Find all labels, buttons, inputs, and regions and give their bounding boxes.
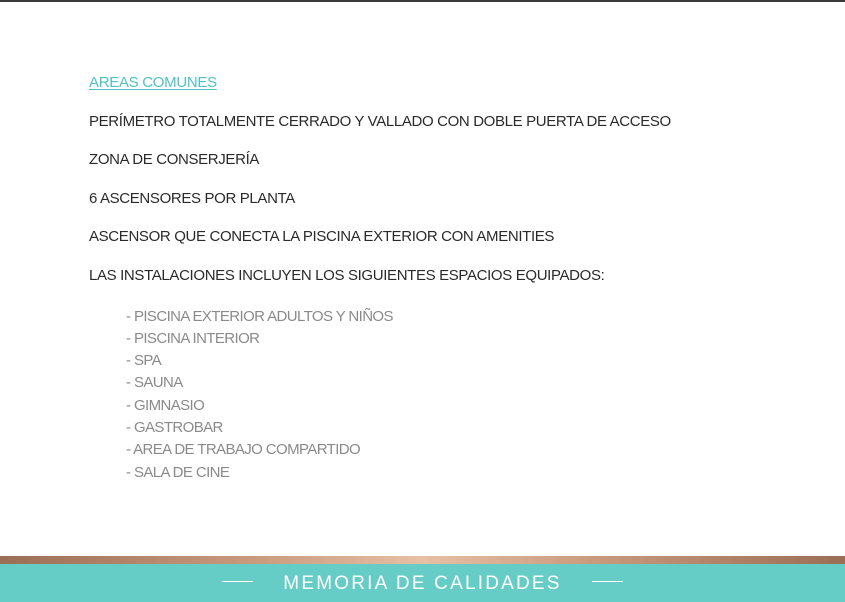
top-divider: [0, 0, 845, 2]
list-item: - SPA: [126, 352, 162, 370]
list-item: - SAUNA: [126, 374, 183, 392]
document-content: [89, 72, 829, 484]
footer-title: MEMORIA DE CALIDADES: [283, 573, 562, 594]
list-item: - GASTROBAR: [126, 418, 223, 436]
feature-concierge: ZONA DE CONSERJERÍA: [89, 151, 260, 168]
amenities-list: [126, 306, 829, 484]
feature-facilities-intro: LAS INSTALACIONES INCLUYEN LOS SIGUIENTES ESPACIOS EQUIPADOS:: [89, 266, 605, 284]
footer-banner: [0, 564, 845, 602]
footer-left-line: [222, 581, 253, 582]
copper-band: [0, 556, 845, 564]
list-item: - SALA DE CINE: [126, 463, 230, 481]
list-item: - PISCINA INTERIOR: [126, 329, 260, 347]
list-item: - PISCINA EXTERIOR ADULTOS Y NIÑOS: [126, 307, 393, 325]
list-item: - GIMNASIO: [126, 396, 205, 414]
feature-pool-elevator: ASCENSOR QUE CONECTA LA PISCINA EXTERIOR CON AMENITIES: [89, 228, 555, 245]
feature-perimeter: PERÍMETRO TOTALMENTE CERRADO Y VALLADO CON DOBLE PUERTA DE ACCESO: [89, 112, 671, 130]
list-item: - AREA DE TRABAJO COMPARTIDO: [126, 441, 361, 459]
footer-right-line: [592, 581, 623, 582]
section-title-areas-comunes: AREAS COMUNES: [89, 74, 217, 91]
feature-elevators: 6 ASCENSORES POR PLANTA: [89, 189, 295, 207]
